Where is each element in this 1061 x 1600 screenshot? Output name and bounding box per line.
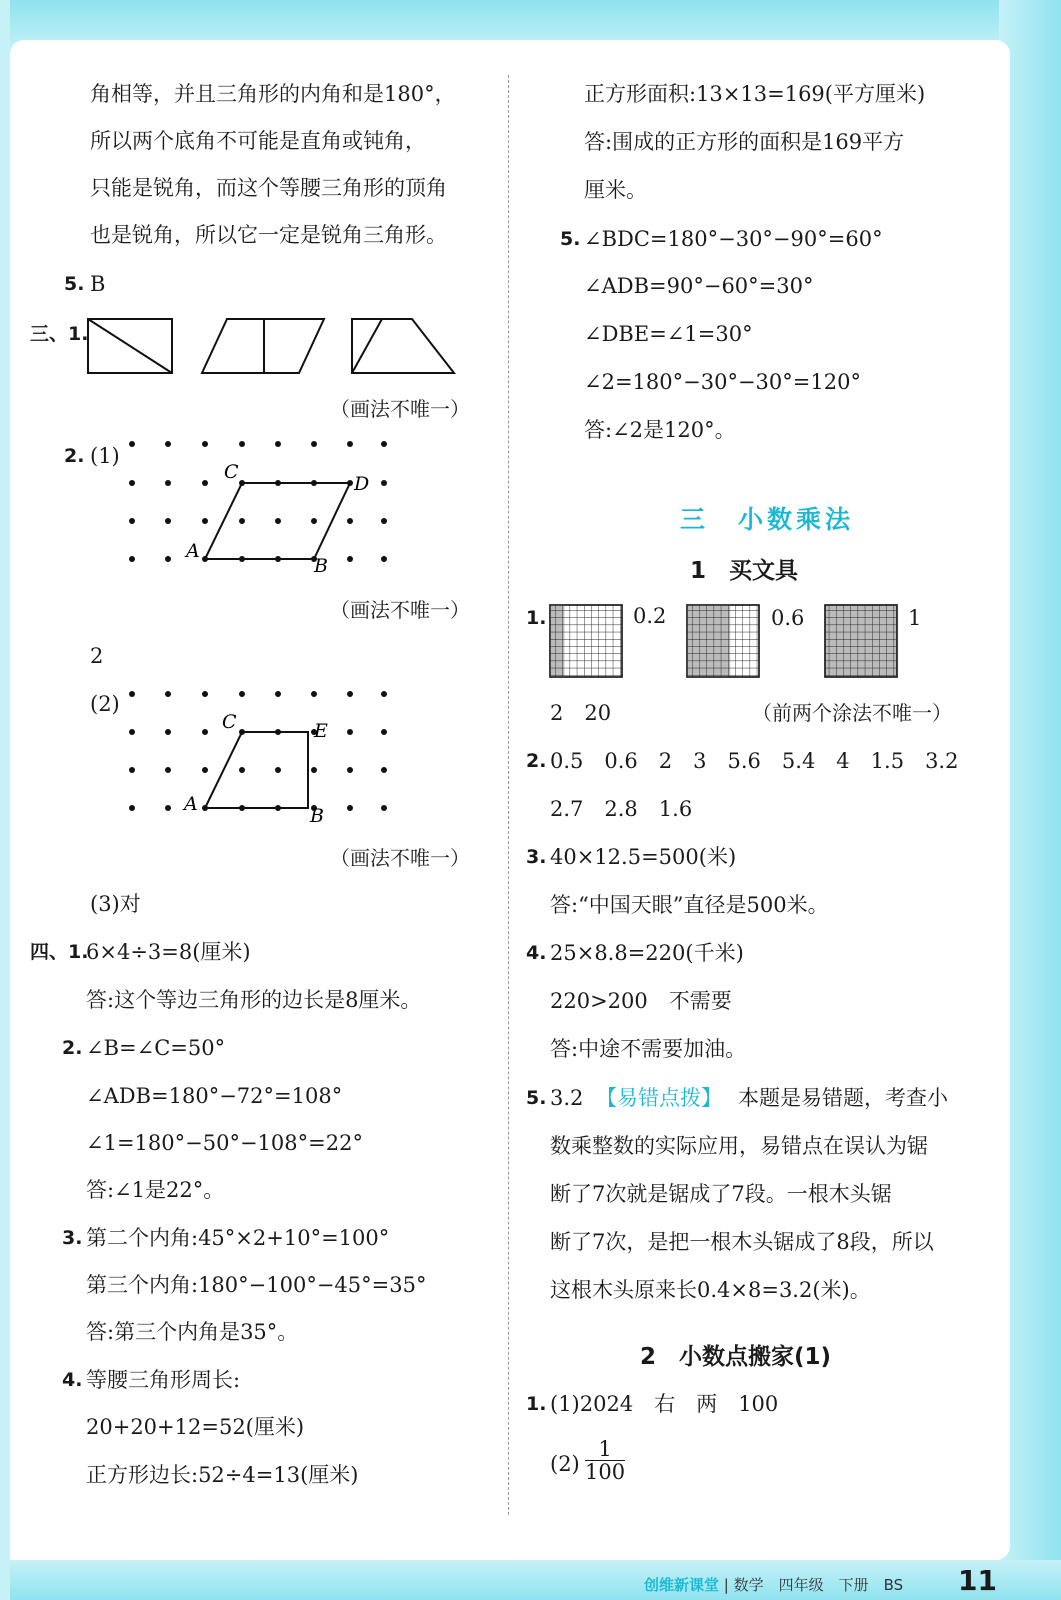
a2-line1: 0.5 0.6 2 3 5.6 5.4 4 1.5 3.2 [550, 749, 959, 773]
s4-q4-line1: 等腰三角形周长: [86, 1368, 241, 1392]
fraction [585, 1438, 625, 1483]
label-a: A [186, 540, 200, 562]
grid-0-6 [687, 605, 759, 677]
q2-number: 2. [64, 445, 85, 467]
b1-number: 1. [526, 1393, 547, 1415]
g-number: 1. [526, 607, 547, 629]
a4-line2: 220>200 不需要 [550, 989, 732, 1013]
r-q5-line4: ∠2=180°−30°−30°=120° [584, 370, 861, 394]
grid-dots [129, 441, 387, 562]
s4-q3-line2: 第三个内角:180°−100°−45°=35° [86, 1273, 427, 1297]
footer-subject: | 数学 四年级 下册 BS [723, 1576, 904, 1594]
left-border [0, 0, 10, 1600]
g-answer: 2 20 [550, 701, 612, 725]
s4-q4-line3: 正方形边长:52÷4=13(厘米) [86, 1463, 359, 1487]
column-divider [508, 75, 509, 1515]
r-q5-line1: ∠BDC=180°−30°−90°=60° [584, 227, 883, 251]
a5-number: 5. [526, 1087, 547, 1109]
note-3: （画法不唯一） [330, 846, 470, 870]
fraction-denominator: 100 [585, 1460, 626, 1484]
q5-number: 5. [64, 273, 85, 295]
s4-q4-number: 4. [62, 1369, 83, 1391]
lesson2-title: 2 小数点搬家(1) [640, 1344, 832, 1370]
s4-q3-line1: 第二个内角:45°×2+10°=100° [86, 1226, 390, 1250]
s4-q2-line2: ∠ADB=180°−72°=108° [86, 1084, 343, 1108]
q2-part1: (1) [90, 444, 120, 468]
footer-brand: 创维新课堂 [644, 1576, 720, 1594]
s4-q2-line4: 答:∠1是22°。 [86, 1178, 225, 1202]
b1-line1: (1)2024 右 两 100 [550, 1392, 779, 1416]
label-c: C [222, 711, 237, 733]
left-line-2: 所以两个底角不可能是直角或钝角， [90, 129, 426, 153]
a3-number: 3. [526, 846, 547, 868]
q5-answer: B [90, 272, 106, 296]
grid-label-2: 0.6 [771, 606, 805, 630]
right-line-1: 正方形面积:13×13=169(平方厘米) [584, 82, 926, 106]
grid-label-3: 1 [908, 606, 922, 630]
left-line-4: 也是锐角，所以它一定是锐角三角形。 [90, 223, 447, 247]
grid-1 [825, 605, 897, 677]
a5-text-4: 断了7次，是把一根木头锯成了8段，所以 [550, 1230, 934, 1254]
right-line-2: 答:围成的正方形的面积是169平方 [584, 130, 905, 154]
left-line-3: 只能是锐角，而这个等腰三角形的顶角 [90, 176, 447, 200]
s4-q2-number: 2. [62, 1037, 83, 1059]
right-line-3: 厘米。 [584, 178, 647, 202]
left-line-1: 角相等，并且三角形的内角和是180°， [90, 82, 456, 106]
s4-q1-line2: 答:这个等边三角形的边长是8厘米。 [86, 988, 422, 1012]
dot-grid-2 [120, 682, 400, 832]
a5-text-5: 这根木头原来长0.4×8=3.2(米)。 [550, 1278, 871, 1302]
s4-q3-line3: 答:第三个内角是35°。 [86, 1320, 299, 1344]
hundred-grids [548, 603, 948, 679]
a5-answer: 3.2 [550, 1086, 584, 1110]
q2-part3: (3)对 [90, 892, 141, 916]
s4-q2-line3: ∠1=180°−50°−108°=22° [86, 1131, 363, 1155]
a2-line2: 2.7 2.8 1.6 [550, 797, 693, 821]
q2-part2: (2) [90, 692, 120, 716]
s4-q4-line2: 20+20+12=52(厘米) [86, 1415, 305, 1439]
lesson1-title: 1 买文具 [690, 558, 799, 584]
a5-text-2: 数乘整数的实际应用，易错点在误认为锯 [550, 1134, 928, 1158]
a4-number: 4. [526, 942, 547, 964]
s4-q2-line1: ∠B=∠C=50° [86, 1036, 226, 1060]
r-q5-line3: ∠DBE=∠1=30° [584, 322, 753, 346]
rectangle-diagonal [88, 319, 172, 373]
a3-line1: 40×12.5=500(米) [550, 845, 737, 869]
label-e: E [314, 720, 328, 742]
a5-text-3: 断了7次就是锯成了7段。一根木头锯 [550, 1182, 892, 1206]
a5-text-1: 本题是易错题，考查小 [738, 1086, 948, 1110]
a4-line3: 答:中途不需要加油。 [550, 1037, 747, 1061]
label-b: B [310, 805, 324, 827]
grid-dots [129, 691, 387, 811]
grid-label-1: 0.2 [633, 604, 667, 628]
note-1: （画法不唯一） [330, 397, 470, 421]
grid-0-2 [550, 605, 622, 677]
fraction-box [585, 1438, 625, 1483]
label-c: C [224, 461, 239, 483]
a2-number: 2. [526, 750, 547, 772]
a5-tip-tag: 【易错点拨】 [596, 1086, 722, 1110]
trapezoid-abec [205, 732, 308, 808]
trapezoid-split-line [352, 319, 382, 373]
q2-answer: 2 [90, 644, 104, 668]
a4-line1: 25×8.8=220(千米) [550, 941, 744, 965]
b1-line2-label: (2) [550, 1452, 580, 1476]
r-q5-line5: 答:∠2是120°。 [584, 418, 736, 442]
page-number: 11 [958, 1564, 997, 1597]
section4-number: 四、1. [30, 941, 89, 963]
footer [644, 1574, 903, 1595]
label-d: D [354, 473, 370, 495]
label-a: A [184, 793, 198, 815]
note-2: （画法不唯一） [330, 598, 470, 622]
label-b: B [314, 555, 328, 577]
s4-q3-number: 3. [62, 1227, 83, 1249]
r-q5-number: 5. [560, 228, 581, 250]
fraction-numerator: 1 [585, 1438, 625, 1461]
section3-number: 三、1. [30, 323, 89, 345]
a3-line2: 答:“中国天眼”直径是500米。 [550, 893, 829, 917]
r-q5-line2: ∠ADB=90°−60°=30° [584, 274, 814, 298]
unit-title: 三 小数乘法 [680, 505, 855, 534]
split-shapes-figure [84, 315, 464, 377]
g-note: （前两个涂法不唯一） [752, 701, 952, 725]
s4-q1-line1: 6×4÷3=8(厘米) [86, 940, 251, 964]
dot-grid-1 [120, 432, 400, 582]
